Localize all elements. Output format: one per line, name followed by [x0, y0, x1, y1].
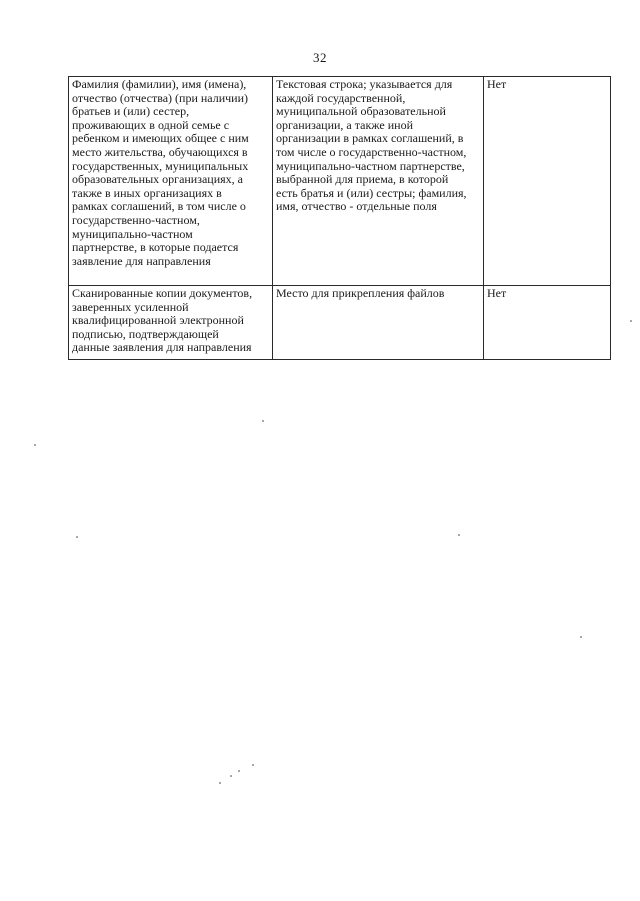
field-name-text: Сканированные копии документов, заверенных усиленной квалифицированной электронной подписью, подтверждающей данные заявления для направления [72, 286, 253, 355]
table-row [69, 77, 611, 286]
scan-speck [630, 320, 632, 322]
field-type-text: Место для прикрепления файлов [276, 286, 445, 300]
field-type-cell [273, 286, 484, 360]
scan-speck [34, 444, 36, 446]
scan-speck [238, 770, 240, 772]
page-number: 32 [313, 50, 327, 65]
field-name-text: Фамилия (фамилии), имя (имена), отчество (отчества) (при наличии) братьев и (или) сестер, проживающих в одной семье с ребенком и имеющих общее с ним место жительства, обучающихся в государственных, муниципальных образовательных организациях, а также в иных организациях в рамках соглашений, в том числе о государственно-частном, муниципально-частном партнерстве, в которые подается заявление для направления [72, 77, 249, 268]
required-cell [484, 77, 611, 286]
table-row [69, 286, 611, 360]
scan-speck [230, 775, 232, 777]
required-text: Нет [487, 286, 507, 300]
scan-speck [580, 636, 582, 638]
field-type-cell [273, 77, 484, 286]
scan-speck [219, 782, 221, 784]
required-text: Нет [487, 77, 507, 91]
scan-speck [458, 534, 460, 536]
field-name-cell [69, 77, 273, 286]
scan-speck [252, 764, 254, 766]
scan-speck [76, 536, 78, 538]
field-type-text: Текстовая строка; указывается для каждой государственной, муниципальной образовательной организации, а также иной организации в рамках соглашений, в том числе о государственно-частном, муниципально-частном партнерстве, выбранной для приема, в которой есть братья и (или) сестры; фамилия, имя, отчество - отдельные поля [276, 77, 467, 214]
field-name-cell [69, 286, 273, 360]
requirements-table [68, 76, 611, 360]
required-cell [484, 286, 611, 360]
scan-speck [262, 420, 264, 422]
